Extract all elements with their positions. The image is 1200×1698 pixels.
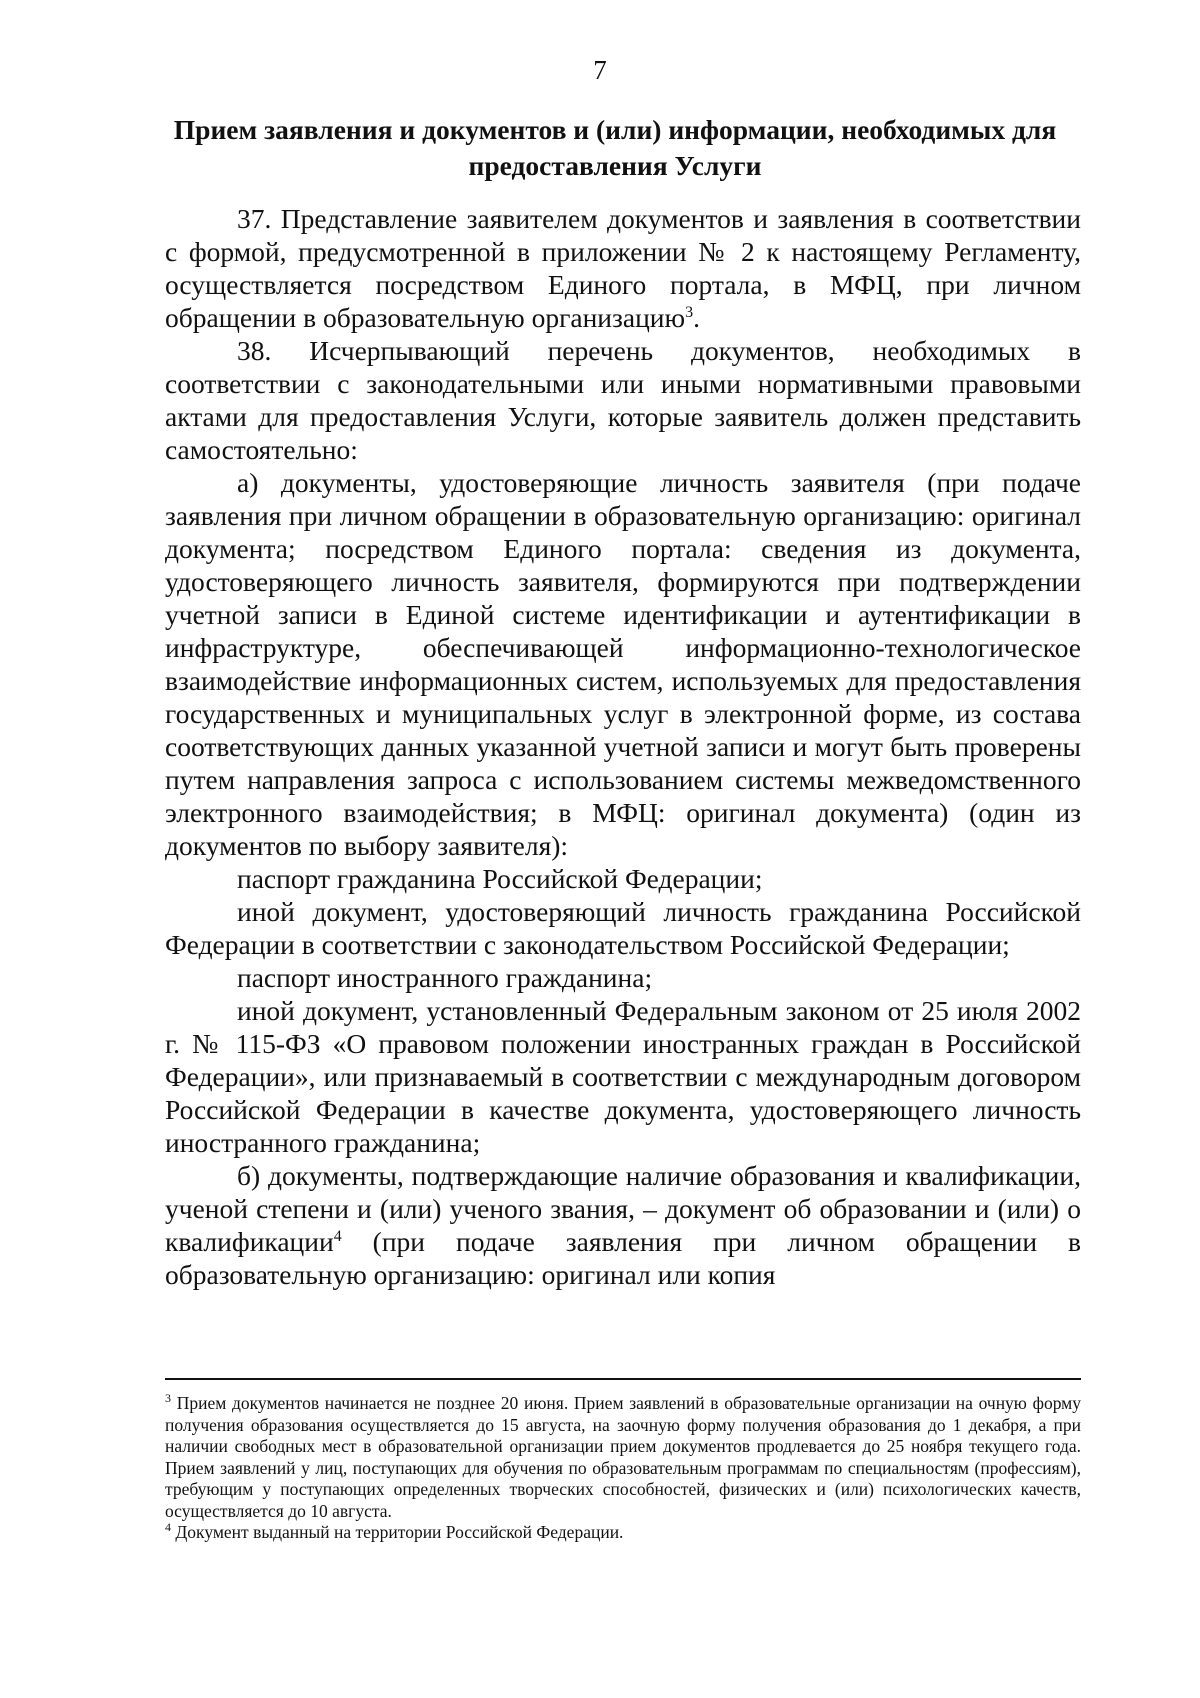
paragraph-37-text: 37. Представление заявителем документов и заявления в соответствии с формой, предусмотренной в приложении № 2 к настоящему Регламенту, осуществляется посредством Единого портала, в МФЦ, при личном обращении в образовательную организацию	[165, 203, 1081, 333]
paragraph-b-end: (при подаче заявления при личном обращении в образовательную организацию: оригинал или копия	[165, 1226, 1081, 1290]
list-item-foreign-passport: паспорт иностранного гражданина;	[237, 962, 653, 993]
footnotes	[165, 1393, 1081, 1544]
footnote-divider	[165, 1378, 1081, 1380]
footnote-ref-3: 3	[685, 303, 694, 321]
paragraph-38: 38. Исчерпывающий перечень документов, необходимых в соответствии с законодательными или иными нормативными правовыми актами для предоставления Услуги, которые заявитель должен представить самостоятельно:	[165, 335, 1081, 465]
paragraph-37	[165, 202, 1081, 334]
list-item-passport-rf: паспорт гражданина Российской Федерации;	[237, 863, 763, 894]
document-body	[165, 202, 1081, 1291]
footnote-3	[165, 1393, 1081, 1522]
list-item-other-foreign-id: иной документ, установленный Федеральным законом от 25 июля 2002 г. № 115-ФЗ «О правовом положении иностранных граждан в Российской Федерации», или признаваемый в соответствии с международным договором Российской Федерации в качестве документа, удостоверяющего личность иностранного гражданина;	[165, 995, 1081, 1158]
page-number: 7	[593, 55, 607, 85]
paragraph-b-text: б) документы, подтверждающие наличие образования и квалификации, ученой степени и (или) ученого звания, – документ об образовании и (или) о квалификации	[165, 1160, 1081, 1257]
footnote-4	[165, 1522, 1081, 1544]
paragraph-a: а) документы, удостоверяющие личность заявителя (при подаче заявления при личном обращении в образовательную организацию: оригинал документа; посредством Единого портала: сведения из документа, удостоверяющего личность заявителя, формируются при подтверждении учетной записи в Единой системе идентификации и аутентификации в инфраструктуре, обеспечивающей информационно-технологическое взаимодействие информационных систем, используемых для предоставления государственных и муниципальных услуг в электронной форме, из состава соответствующих данных указанной учетной записи и могут быть проверены путем направления запроса с использованием системы межведомственного электронного взаимодействия; в МФЦ: оригинал документа) (один из документов по выбору заявителя):	[165, 467, 1081, 861]
footnote-3-text: Прием документов начинается не позднее 20 июня. Прием заявлений в образовательные организации на очную форму получения образования осуществляется до 15 августа, на заочную форму получения образования до 1 декабря, а при наличии свободных мест в образовательной организации прием документов продлевается до 25 ноября текущего года. Прием заявлений у лиц, поступающих для обучения по образовательным программам по специальностям (профессиям), требующим у поступающих определенных творческих способностей, физических и (или) психологических качеств, осуществляется до 10 августа.	[165, 1393, 1081, 1521]
footnote-4-mark: 4	[165, 1520, 171, 1535]
section-heading: Прием заявления и документов и (или) информации, необходимых для предоставления Услуги	[173, 114, 1057, 181]
paragraph-b	[165, 1159, 1081, 1291]
footnote-3-mark: 3	[165, 1391, 171, 1406]
paragraph-37-end: .	[693, 302, 700, 333]
list-item-other-id-rf: иной документ, удостоверяющий личность гражданина Российской Федерации в соответствии с законодательством Российской Федерации;	[165, 896, 1081, 960]
footnote-4-text: Документ выданный на территории Российской Федерации.	[171, 1522, 624, 1542]
footnote-ref-4: 4	[333, 1227, 342, 1245]
